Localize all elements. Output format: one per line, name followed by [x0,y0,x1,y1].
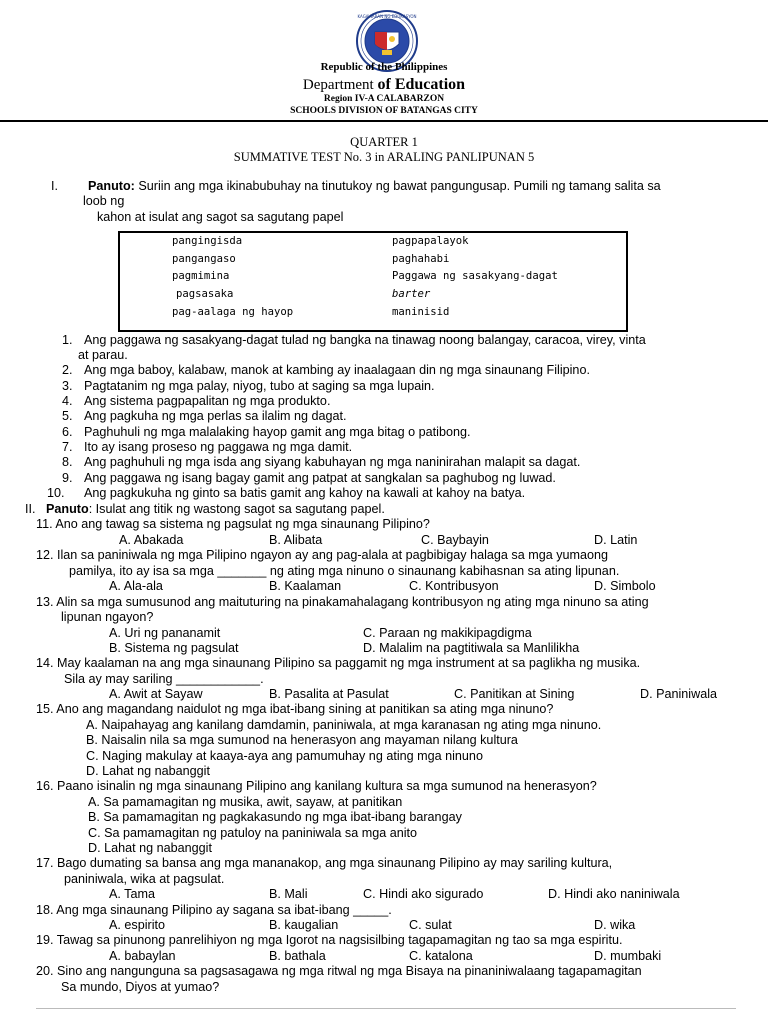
q12-text-b: ng ating mga ninuno o sinaunang kabihasnan sa ating lipunan. [266,564,620,578]
choice-d: D. Latin [594,533,638,547]
word-box-item: pangingisda [172,235,243,247]
item-text-cont: at parau. [78,348,128,362]
choice-c: C. Kontribusyon [409,579,499,593]
part2-instruction [46,502,385,517]
item-text: Paghuhuli ng mga malalaking hayop gamit ang mga bitag o patibong. [84,425,471,439]
choice-d: D. Simbolo [594,579,656,593]
question-14: 14. May kaalaman na ang mga sinaunang Pilipino sa paggamit ng mga instrument at sa paglikha ng musika. [36,656,641,670]
item-number: 9. [62,471,73,485]
test-title: SUMMATIVE TEST No. 3 in ARALING PANLIPUNAN 5 [233,150,535,164]
choice-b: B. Sistema ng pagsulat [109,641,239,655]
question-19: 19. Tawag sa pinunong panrelihiyon ng mga Igorot na nagsisilbing tagapamagitan ng tao sa mga espiritu. [36,933,623,947]
item-text: Ang paggawa ng isang bagay gamit ang patpat at sangkalan sa paghubog ng luwad. [84,471,556,485]
question-11: 11. Ano ang tawag sa sistema ng pagsulat ng mga sinaunang Pilipino? [36,517,430,531]
choice-a: A. Awit at Sayaw [109,687,203,701]
item-number: 7. [62,440,73,454]
choice-b: B. Sa pamamagitan ng pagkakasundo ng mga ibat-ibang barangay [88,810,462,824]
choice-d: D. Lahat ng nabanggit [88,841,212,855]
header-divider [0,120,768,122]
q18-end: . [388,903,392,917]
word-box [118,231,628,332]
q18-blank: _____ [353,903,389,917]
item-number: 4. [62,394,73,408]
choice-d: D. Malalim na pagtitiwala sa Manlilikha [363,641,580,655]
word-box-item: maninisid [392,306,450,318]
republic-label: Republic of the Philippines [320,61,448,73]
question-12-cont [69,564,619,579]
question-15: 15. Ano ang magandang naidulot ng mga ibat-ibang sining at panitikan sa ating mga ninuno? [36,702,554,716]
part1-instruction [88,179,661,194]
choice-d: D. Paniniwala [640,687,718,701]
choice-c: C. Sa pamamagitan ng patuloy na paniniwala sa mga anito [88,826,418,840]
region-label: Region IV-A CALABARZON [323,94,445,104]
question-20-cont: Sa mundo, Diyos at yumao? [61,980,220,994]
q12-blank: _______ [217,564,267,578]
choice-c: C. sulat [409,918,452,932]
choice-c: C. Hindi ako sigurado [363,887,484,901]
choice-c: C. Naging makulay at kaaya-aya ang pamumuhay ng ating mga ninuno [86,749,483,763]
word-box-item: pagpapalayok [392,235,469,247]
choice-a: A. Ala-ala [109,579,163,593]
choice-d: D. Lahat ng nabanggit [86,764,210,778]
item-text: Pagtatanim ng mga palay, niyog, tubo at saging sa mga lupain. [84,379,435,393]
q14-text-a: Sila ay may sariling [64,672,176,686]
item-number: 5. [62,409,73,423]
q14-text-b: . [260,672,264,686]
part1-text-a: Suriin ang mga ikinabubuhay na tinutukoy ng bawat pangungusap. Pumili ng tamang salita sa [134,179,661,193]
choice-b: B. Alibata [269,533,323,547]
question-18 [36,903,392,918]
word-box-item: pagmimina [172,270,230,282]
item-number: 1. [62,333,73,347]
word-box-item: barter [392,288,431,300]
question-17-cont: paniniwala, wika at pagsulat. [64,872,225,886]
q18-text: 18. Ang mga sinaunang Pilipino ay sagana sa ibat-ibang [36,903,354,917]
word-box-item: Paggawa ng sasakyang-dagat [392,270,558,282]
item-text: Ang pagkuha ng mga perlas sa ilalim ng dagat. [84,409,347,423]
question-20: 20. Sino ang nangunguna sa pagsasagawa ng mga ritwal ng mga Bisaya na pinaniniwalaang tagapamagitan [36,964,642,978]
part2-label: Panuto [46,502,89,516]
choice-b: B. kaugalian [269,918,339,932]
choice-d: D. Hindi ako naniniwala [548,887,680,901]
question-12: 12. Ilan sa paniniwala ng mga Pilipino ngayon ay ang pag-alala at pagbibigay halaga sa mga yumaong [36,548,609,562]
choice-b: B. bathala [269,949,326,963]
department-title [0,76,768,94]
question-16: 16. Paano isinalin ng mga sinaunang Pilipino ang kanilang kultura sa mga sumunod na henerasyon? [36,779,597,793]
question-17: 17. Bago dumating sa bansa ang mga mananakop, ang mga sinaunang Pilipino ay may sariling kultura, [36,856,613,870]
choice-b: B. Pasalita at Pasulat [269,687,389,701]
choice-b: B. Kaalaman [269,579,342,593]
division-label: SCHOOLS DIVISION OF BATANGAS CITY [290,106,478,116]
q12-text-a: pamilya, ito ay isa sa mga [69,564,218,578]
q14-blank: ____________ [176,672,261,686]
footer-divider [36,1008,736,1009]
part1-numeral: I. [51,179,58,193]
word-box-item: pangangaso [172,253,236,265]
choice-d: D. mumbaki [594,949,662,963]
part1-text-b: loob ng [83,194,125,208]
department-name: of Education [377,76,466,93]
item-text: Ito ay isang proseso ng paggawa ng mga damit. [84,440,353,454]
item-text: Ang paghuhuli ng mga isda ang siyang kabuhayan ng mga naninirahan malapit sa dagat. [84,455,581,469]
item-number: 8. [62,455,73,469]
choice-c: C. Baybayin [421,533,489,547]
item-text: Ang pagkukuha ng ginto sa batis gamit ang kahoy na kawali at kahoy na batya. [84,486,526,500]
question-14-cont [64,672,264,687]
question-13: 13. Alin sa mga sumusunod ang maituturing na pinakamahalagang kontribusyon ng ating mga ninuno sa ating [36,595,649,609]
choice-c: C. katalona [409,949,473,963]
choice-a: A. Abakada [119,533,184,547]
word-box-item: pagsasaka [176,288,234,300]
item-number: 3. [62,379,73,393]
choice-a: A. Sa pamamagitan ng musika, awit, sayaw, at panitikan [88,795,403,809]
item-number: 10. [47,486,65,500]
item-text: Ang mga baboy, kalabaw, manok at kambing ay inaalagaan din ng mga sinaunang Filipino. [84,363,590,377]
choice-b: B. Mali [269,887,308,901]
item-text: Ang paggawa ng sasakyang-dagat tulad ng bangka na tinawag noong balangay, caracoa, virey, vinta [84,333,646,347]
choice-c: C. Paraan ng makikipagdigma [363,626,532,640]
choice-d: D. wika [594,918,636,932]
department-prefix: Department [302,77,378,93]
choice-b: B. Naisalin nila sa mga sumunod na henerasyon ang mayaman nilang kultura [86,733,518,747]
part2-numeral: II. [25,502,36,516]
seal-text: KAGAWARAN NG EDUKASYON [357,14,417,19]
quarter-title: QUARTER 1 [350,135,418,149]
part1-text-c: kahon at isulat ang sagot sa sagutang papel [97,210,344,224]
word-box-item: pag-aalaga ng hayop [172,306,294,318]
choice-a: A. espirito [109,918,165,932]
item-number: 6. [62,425,73,439]
choice-c: C. Panitikan at Sining [454,687,575,701]
choice-a: A. Uri ng pananamit [109,626,221,640]
word-box-item: paghahabi [392,253,450,265]
choice-a: A. Tama [109,887,155,901]
choice-a: A. babaylan [109,949,176,963]
choice-a: A. Naipahayag ang kanilang damdamin, paniniwala, at mga karanasan ng ating mga ninuno. [86,718,602,732]
question-13-cont: lipunan ngayon? [61,610,154,624]
item-text: Ang sistema pagpapalitan ng mga produkto. [84,394,331,408]
part1-label: Panuto: [88,179,135,193]
item-number: 2. [62,363,73,377]
part2-text: : Isulat ang titik ng wastong sagot sa sagutang papel. [88,502,385,516]
